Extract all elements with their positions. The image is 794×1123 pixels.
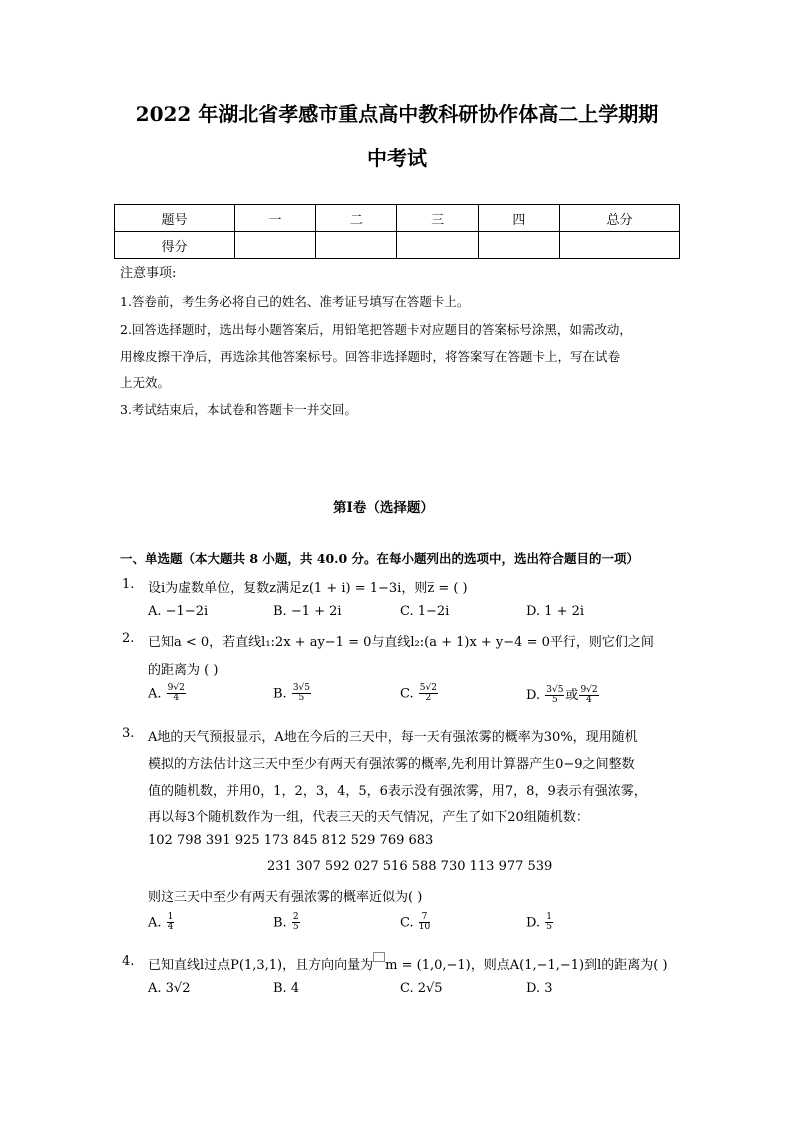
- note-line: 2.回答选择题时，选出每小题答案后，用铅笔把答题卡对应题目的答案标号涂黑，如需改动，: [120, 322, 632, 337]
- score-cell[interactable]: [478, 232, 559, 259]
- question-number: 4.: [122, 954, 135, 969]
- fraction: [419, 684, 438, 704]
- question-stem: 的距离为 ( ): [148, 663, 219, 678]
- score-table-score-row: [115, 232, 680, 259]
- part-heading: 第Ⅰ卷（选择题）: [333, 500, 434, 516]
- fraction-numerator: 1: [167, 912, 174, 922]
- random-numbers: 102 798 391 925 173 845 812 529 769 683: [148, 833, 434, 848]
- fraction-denominator: 5: [551, 695, 558, 705]
- fraction-numerator: 3√5: [546, 684, 564, 695]
- exam-title-line2: 中考试: [367, 146, 427, 170]
- score-header-cell: 二: [316, 205, 397, 232]
- score-header-cell: 题号: [115, 205, 235, 232]
- or-text: 或: [565, 688, 579, 703]
- question-stem: 再以每3个随机数作为一组，代表三天的天气情况，产生了如下20组随机数：: [148, 810, 589, 825]
- note-line: 1.答卷前，考生务必将自己的姓名、准考证号填写在答题卡上。: [120, 294, 470, 309]
- fraction-numerator: 2: [292, 912, 299, 922]
- option-c[interactable]: [400, 913, 431, 933]
- note-line: 上无效。: [120, 375, 171, 390]
- option-label: D.: [526, 915, 541, 931]
- fraction: [419, 913, 430, 933]
- option-a[interactable]: [148, 684, 187, 704]
- score-cell[interactable]: [234, 232, 315, 259]
- fraction-denominator: 4: [167, 922, 174, 933]
- option-a[interactable]: A. 3√2: [148, 981, 191, 996]
- section-heading: 一、单选题（本大题共 8 小题，共 40.0 分。在每小题列出的选项中，选出符合题目的一项）: [120, 551, 640, 566]
- score-table-header-row: [115, 205, 680, 232]
- fraction-numerator: 9√2: [167, 683, 185, 693]
- exam-title-line1: 2022 年湖北省孝感市重点高中教科研协作体高二上学期期: [135, 102, 659, 126]
- option-d[interactable]: D. 1 + 2i: [526, 604, 585, 619]
- fraction: [545, 686, 564, 706]
- question-stem: 已知a < 0，若直线l₁:2x + ay−1 = 0与直线l₂:(a + 1)x + y−4 = 0平行，则它们之间: [148, 635, 654, 650]
- fraction-denominator: 4: [173, 693, 180, 704]
- fraction: [545, 913, 553, 933]
- option-d[interactable]: [526, 913, 554, 933]
- question-stem: [148, 954, 668, 973]
- score-cell[interactable]: [560, 232, 680, 259]
- option-b[interactable]: B. 4: [273, 981, 300, 996]
- fraction-numerator: 7: [419, 913, 430, 923]
- option-c[interactable]: C. 2√5: [400, 981, 443, 996]
- fraction-numerator: 5√2: [419, 683, 437, 693]
- option-c[interactable]: [400, 684, 439, 704]
- option-d[interactable]: [526, 684, 600, 705]
- question-number: 1.: [122, 577, 135, 592]
- question-number: 3.: [122, 726, 135, 741]
- option-a[interactable]: A. −1−2i: [148, 604, 209, 619]
- question-stem-part: m = (1,0,−1)，则点A(1,−1,−1)到l的距离为( ): [385, 958, 668, 973]
- fraction-denominator: 10: [418, 922, 431, 933]
- option-label: B.: [273, 915, 287, 931]
- option-label: D.: [526, 688, 541, 703]
- score-header-cell: 总分: [560, 205, 680, 232]
- fraction-denominator: 5: [298, 693, 305, 704]
- question-stem: 值的随机数，并用0，1，2，3，4，5，6表示没有强浓雾，用7，8，9表示有强浓雾，: [148, 784, 647, 799]
- option-c[interactable]: C. 1−2i: [400, 604, 450, 619]
- option-label: C.: [400, 686, 414, 702]
- score-table: [114, 204, 680, 259]
- score-row-label: 得分: [115, 232, 235, 259]
- note-line: 3.考试结束后，本试卷和答题卡一并交回。: [120, 402, 357, 417]
- question-stem-part: 已知直线l过点P(1,3,1)，且方向向量为: [148, 958, 374, 973]
- question-number: 2.: [122, 631, 135, 646]
- fraction: [292, 913, 300, 933]
- option-label: A.: [148, 686, 162, 702]
- fraction: [167, 684, 186, 704]
- option-label: A.: [148, 915, 162, 931]
- option-label: C.: [400, 915, 414, 931]
- vector-arrow-placeholder-icon: [373, 952, 385, 962]
- fraction-denominator: 5: [292, 922, 299, 933]
- option-a[interactable]: [148, 913, 175, 933]
- option-d[interactable]: D. 3: [526, 981, 553, 996]
- fraction-numerator: 1: [546, 912, 552, 922]
- random-numbers: 231 307 592 027 516 588 730 113 977 539: [267, 859, 553, 874]
- fraction-numerator: 3√5: [292, 683, 311, 693]
- question-stem: 模拟的方法估计这三天中至少有两天有强浓雾的概率,先利用计算器产生0−9之间整数: [148, 757, 635, 772]
- notes-heading: 注意事项:: [120, 266, 177, 281]
- fraction-denominator: 4: [586, 695, 592, 705]
- question-stem: 设i为虚数单位，复数z满足z(1 + i) = 1−3i，则z̅ = ( ): [148, 581, 468, 596]
- score-header-cell: 三: [397, 205, 478, 232]
- option-label: B.: [273, 686, 287, 702]
- fraction: [292, 684, 311, 704]
- fraction-denominator: 5: [546, 922, 552, 933]
- fraction: [579, 686, 598, 706]
- fraction-numerator: 9√2: [580, 684, 598, 695]
- score-cell[interactable]: [397, 232, 478, 259]
- score-header-cell: 四: [478, 205, 559, 232]
- score-cell[interactable]: [316, 232, 397, 259]
- question-prompt: 则这三天中至少有两天有强浓雾的概率近似为( ): [148, 890, 423, 905]
- question-stem: A地的天气预报显示，A地在今后的三天中，每一天有强浓雾的概率为30%，现用随机: [148, 730, 638, 745]
- fraction-denominator: 2: [425, 693, 432, 704]
- score-header-cell: 一: [234, 205, 315, 232]
- option-b[interactable]: [273, 913, 301, 933]
- note-line: 用橡皮擦干净后，再选涂其他答案标号。回答非选择题时，将答案写在答题卡上，写在试卷: [120, 349, 621, 364]
- fraction: [167, 913, 175, 933]
- option-b[interactable]: [273, 684, 312, 704]
- option-b[interactable]: B. −1 + 2i: [273, 604, 342, 619]
